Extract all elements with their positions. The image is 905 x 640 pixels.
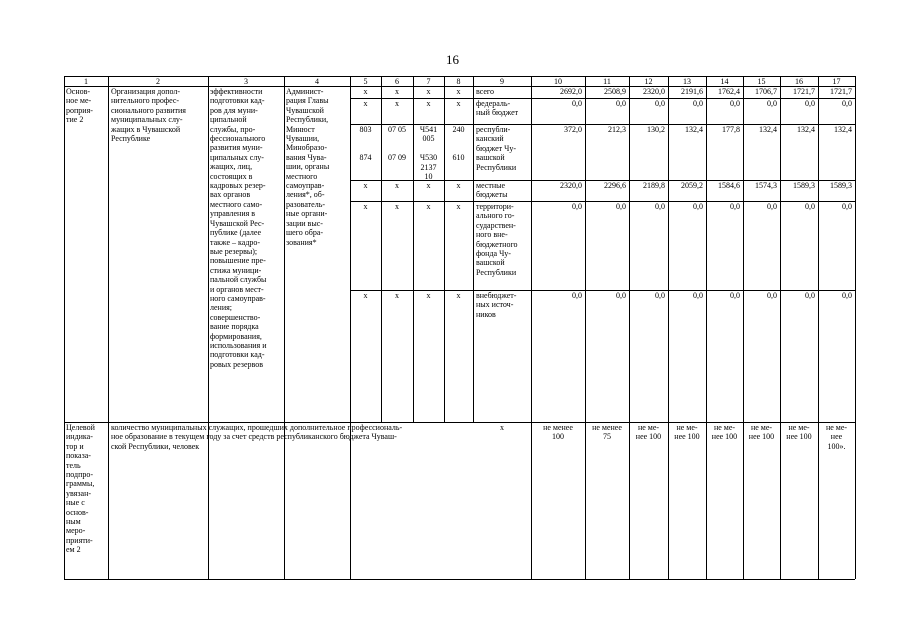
funding-value: 0,0 [767, 291, 777, 300]
grid-line-vertical [743, 76, 744, 579]
funding-value: 372,0 [564, 125, 582, 134]
grid-line-vertical [668, 76, 669, 579]
funding-value: 0,0 [572, 202, 582, 211]
funding-value: 132,4 [834, 125, 852, 134]
funding-value: 0,0 [842, 99, 852, 108]
column-header-2: 2 [156, 76, 160, 86]
column-header-14: 14 [720, 76, 729, 86]
budget-code-c6: x [395, 291, 399, 300]
funding-value: 0,0 [572, 99, 582, 108]
funding-value: 2296,6 [604, 181, 626, 190]
budget-code-c6: x [395, 181, 399, 190]
funding-value: 0,0 [693, 99, 703, 108]
budget-code-c5: 803 874 [359, 125, 372, 163]
funding-value: 2189,8 [643, 181, 665, 190]
funding-value: 0,0 [655, 99, 665, 108]
column-header-9: 9 [500, 76, 504, 86]
funding-value: 1721,7 [793, 87, 815, 96]
budget-code-c7: x [426, 87, 431, 96]
budget-code-c5: x [363, 181, 368, 190]
budget-code-c6: x [395, 202, 399, 211]
budget-code-c7: x [426, 291, 431, 300]
funding-value: 0,0 [767, 202, 777, 211]
responsible-executors: Админист- рация Главы Чувашской Республики, Минюст Чувашии, Минобразо- вания Чува- шии, органы местного самоуправ- ления*, об- разователь- ные органи- зации выс- шего обра- зования* [286, 87, 330, 247]
funding-value: 132,4 [759, 125, 777, 134]
budget-code-c7: x [426, 202, 431, 211]
budget-code-c6: x [395, 99, 399, 108]
budget-code-c8: x [456, 291, 461, 300]
funding-value: 132,4 [685, 125, 703, 134]
budget-code-c8: x [456, 87, 461, 96]
column-header-5: 5 [363, 76, 368, 86]
funding-source: внебюджет- ных источ- ников [476, 291, 517, 319]
activity-goals: эффективности подготовки кад- ров для муни- ципальной службы, про- фессионального развития муни- ципальных слу- жащих, лиц, состоящих в кадровых резер- вах органов местного само- управления в Чувашской Рес- публике (далее также – кадро- вые резервы); повышение пре- стижа муници- пальной службы и органов мест- ного самоуправ- ления; совершенство- вание порядка формирования, использования и подготовки кад- ровых резервов [210, 87, 267, 369]
grid-line-vertical [585, 76, 586, 579]
column-header-17: 17 [832, 76, 841, 86]
funding-value: 0,0 [767, 99, 777, 108]
funding-value: 0,0 [842, 202, 852, 211]
funding-value: 132,4 [797, 125, 815, 134]
column-header-11: 11 [603, 76, 611, 86]
indicator-value: не ме- нее 100 [674, 423, 700, 442]
indicator-value: не ме- нее 100 [786, 423, 812, 442]
funding-value: 2320,0 [560, 181, 582, 190]
grid-line-horizontal [64, 579, 855, 580]
page-number: 16 [446, 52, 459, 67]
activity-label: Основ- ное ме- роприя- тие 2 [66, 87, 93, 125]
funding-source: всего [476, 87, 495, 96]
indicator-value: не менее 100 [543, 423, 573, 442]
grid-line-vertical [706, 76, 707, 579]
grid-line-vertical [780, 76, 781, 579]
funding-value: 1589,3 [830, 181, 852, 190]
funding-value: 0,0 [616, 202, 626, 211]
column-header-13: 13 [683, 76, 691, 86]
budget-code-c6: x [395, 87, 399, 96]
grid-line-vertical [629, 76, 630, 579]
funding-value: 2191,6 [681, 87, 703, 96]
budget-code-c5: x [363, 99, 368, 108]
budget-code-c5: x [363, 202, 368, 211]
indicator-value: не ме- нее 100 [635, 423, 662, 442]
indicator-label: Целевой индика- тор и показа- тель подпро- граммы, увязан- ные с основ- ным меро- прияти- ем 2 [66, 423, 95, 555]
column-header-7: 7 [426, 76, 431, 86]
budget-code-c8: 240 610 [452, 125, 465, 163]
indicator-value: не ме- нее 100 [748, 423, 775, 442]
funding-value: 0,0 [572, 291, 582, 300]
indicator-c9: x [500, 423, 504, 432]
funding-source: республи- канский бюджет Чу- вашской Республики [476, 125, 517, 172]
budget-code-c7: Ч541 005 Ч530 2137 10 [419, 125, 438, 182]
budget-code-c7: x [426, 99, 431, 108]
funding-source: местные бюджеты [476, 181, 508, 200]
column-header-15: 15 [757, 76, 766, 86]
grid-line-vertical [531, 76, 532, 579]
grid-line-vertical [108, 76, 109, 579]
column-header-12: 12 [644, 76, 653, 86]
funding-value: 0,0 [842, 291, 852, 300]
funding-value: 2692,0 [560, 87, 582, 96]
column-header-16: 16 [795, 76, 803, 86]
funding-value: 1762,4 [718, 87, 740, 96]
budget-code-c6: 07 05 07 09 [388, 125, 406, 163]
funding-value: 1574,3 [755, 181, 777, 190]
grid-line-vertical [818, 76, 819, 579]
indicator-value: не ме- нее 100 [711, 423, 738, 442]
budget-code-c5: x [363, 87, 368, 96]
grid-line-vertical [855, 76, 856, 579]
funding-value: 2059,2 [681, 181, 703, 190]
funding-value: 1706,7 [755, 87, 777, 96]
column-header-6: 6 [395, 76, 399, 86]
indicator-text: количество муниципальных служащих, прошедших дополнительное профессиональ- ное образование в текущем году за счет средств республиканского бюджета Чуваш- ской Республики, человек [111, 423, 403, 451]
funding-value: 0,0 [805, 202, 815, 211]
funding-value: 0,0 [730, 202, 740, 211]
column-header-10: 10 [554, 76, 562, 86]
column-header-1: 1 [84, 76, 88, 86]
indicator-value: не менее 75 [592, 423, 622, 442]
funding-value: 212,3 [608, 125, 626, 134]
column-header-4: 4 [315, 76, 319, 86]
budget-code-c5: x [363, 291, 368, 300]
funding-source: федераль- ный бюджет [476, 99, 519, 118]
funding-value: 0,0 [693, 202, 703, 211]
funding-value: 0,0 [616, 99, 626, 108]
funding-value: 0,0 [655, 291, 665, 300]
funding-source: территори- ального го- сударствен- ного вне- бюджетного фонда Чу- вашской Республики [476, 202, 518, 277]
budget-code-c8: x [456, 99, 461, 108]
funding-value: 2508,9 [604, 87, 626, 96]
funding-value: 0,0 [805, 99, 815, 108]
funding-value: 177,8 [722, 125, 740, 134]
funding-value: 0,0 [730, 291, 740, 300]
funding-value: 0,0 [655, 202, 665, 211]
funding-value: 0,0 [693, 291, 703, 300]
funding-value: 130,2 [647, 125, 665, 134]
funding-value: 0,0 [616, 291, 626, 300]
funding-value: 1584,6 [718, 181, 740, 190]
indicator-value: не ме- нее 100». [825, 423, 848, 451]
budget-code-c8: x [456, 202, 461, 211]
column-header-3: 3 [244, 76, 248, 86]
funding-value: 2320,0 [643, 87, 665, 96]
funding-value: 0,0 [730, 99, 740, 108]
budget-code-c7: x [426, 181, 431, 190]
funding-value: 0,0 [805, 291, 815, 300]
funding-value: 1721,7 [830, 87, 852, 96]
budget-code-c8: x [456, 181, 461, 190]
column-header-8: 8 [456, 76, 461, 86]
activity-name: Организация допол- нительного профес- сионального развития муниципальных слу- жащих в Чувашской Республике [111, 87, 186, 144]
funding-value: 1589,3 [793, 181, 815, 190]
